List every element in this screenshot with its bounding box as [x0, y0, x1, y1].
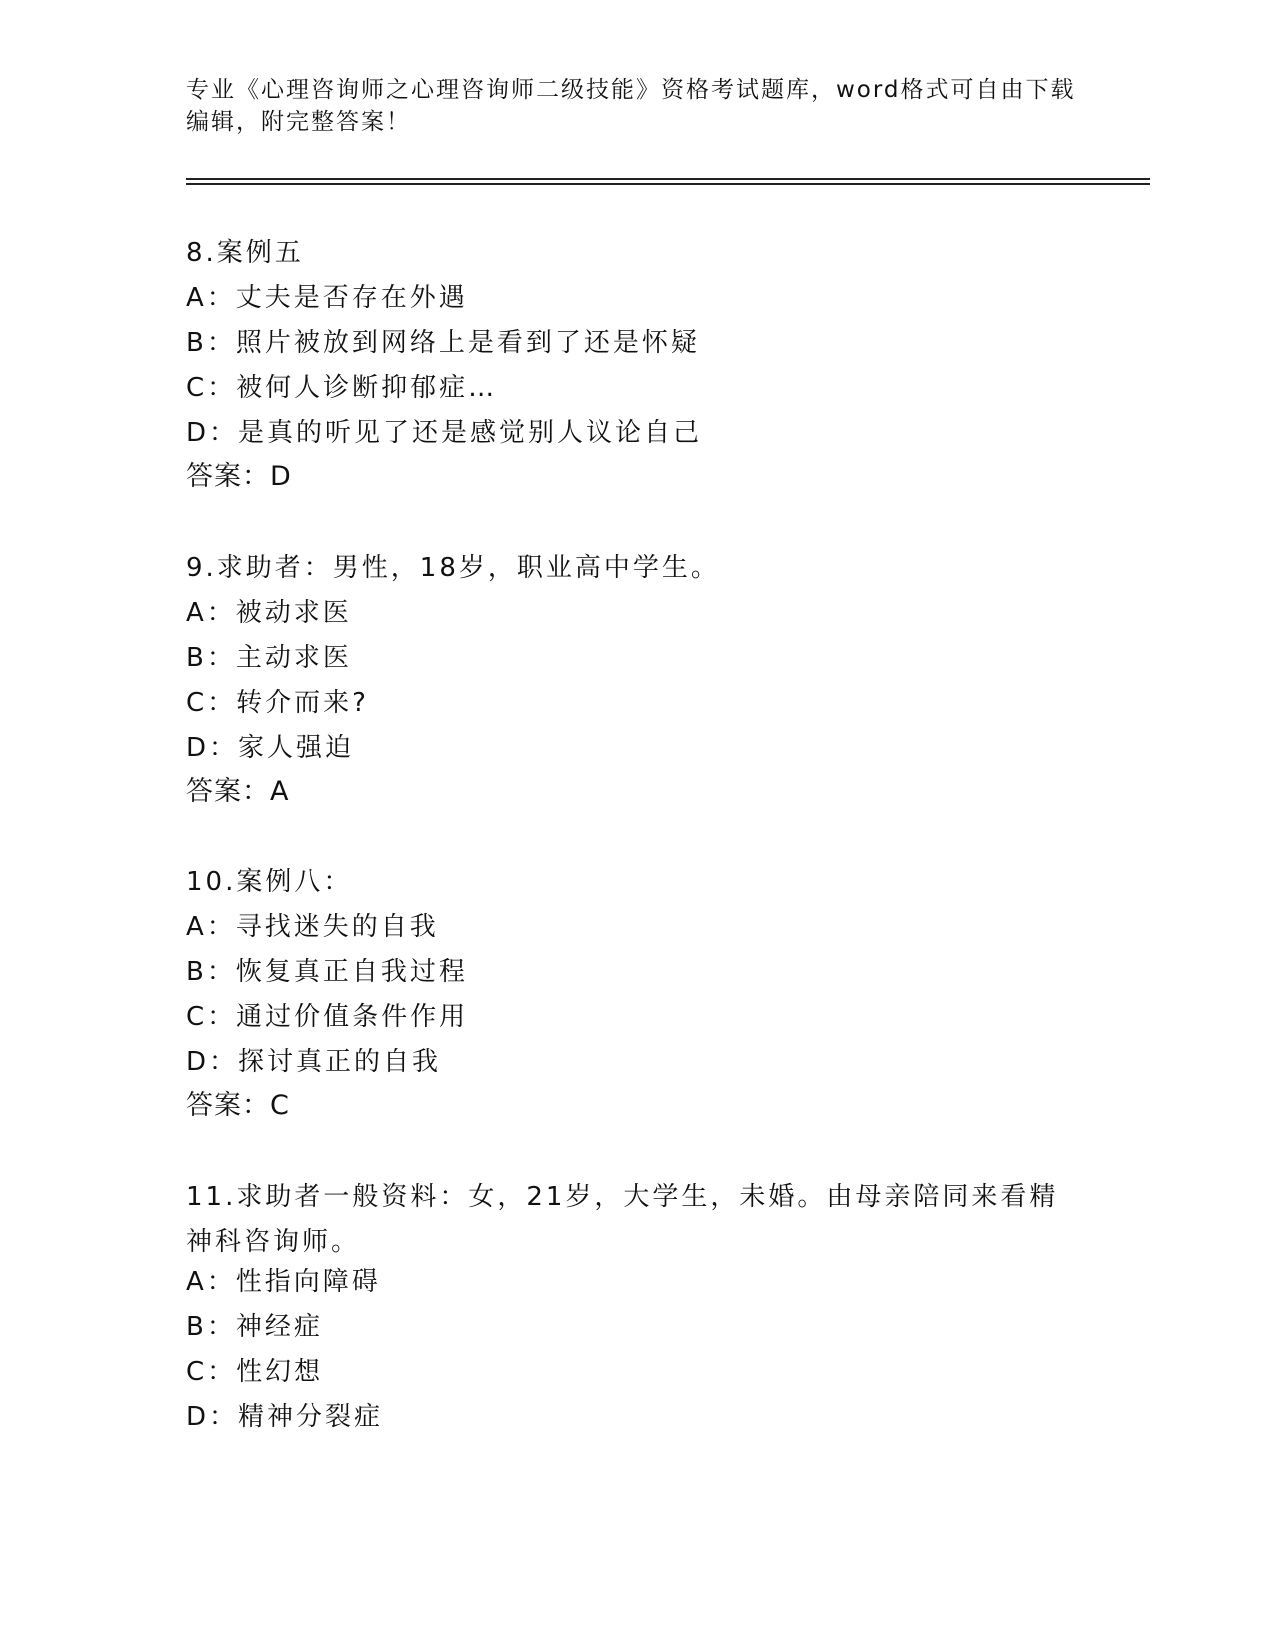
question-11-option-d: D：精神分裂症 [186, 1402, 384, 1432]
question-10-stem: 10.案例八： [186, 867, 353, 897]
question-11-option-c: C：性幻想 [186, 1357, 324, 1387]
document-intro: 专业《心理咨询师之心理咨询师二级技能》资格考试题库，word格式可自由下载编辑，附完整答案！ [186, 77, 1076, 135]
question-10-option-a: A：寻找迷失的自我 [186, 912, 439, 942]
question-8-stem: 8.案例五 [186, 238, 304, 268]
question-8-option-c: C：被何人诊断抑郁症… [186, 373, 498, 403]
question-10-option-b: B：恢复真正自我过程 [186, 957, 468, 987]
question-10-option-c: C：通过价值条件作用 [186, 1002, 469, 1032]
question-9-option-d: D：家人强迫 [186, 733, 355, 763]
question-10-option-d: D：探讨真正的自我 [186, 1047, 442, 1077]
question-8-answer: 答案：D [186, 461, 292, 492]
question-8-option-b: B：照片被放到网络上是看到了还是怀疑 [186, 328, 700, 358]
question-9-option-a: A：被动求医 [186, 598, 352, 628]
question-9-option-b: B：主动求医 [186, 643, 352, 673]
question-11-option-a: A：性指向障碍 [186, 1267, 381, 1297]
header-divider-bottom [186, 183, 1150, 185]
question-8-option-a: A：丈夫是否存在外遇 [186, 283, 468, 313]
question-11-option-b: B：神经症 [186, 1312, 323, 1342]
question-9-option-c: C：转介而来? [186, 688, 369, 718]
header-divider-top [186, 178, 1150, 180]
question-10-answer: 答案：C [186, 1090, 290, 1121]
question-9-answer: 答案：A [186, 776, 290, 807]
question-11-stem: 11.求助者一般资料：女，21岁，大学生，未婚。由母亲陪同来看精神科咨询师。 [186, 1182, 1059, 1257]
question-8-option-d: D：是真的听见了还是感觉别人议论自己 [186, 418, 703, 448]
question-9-stem: 9.求助者：男性，18岁，职业高中学生。 [186, 553, 720, 583]
